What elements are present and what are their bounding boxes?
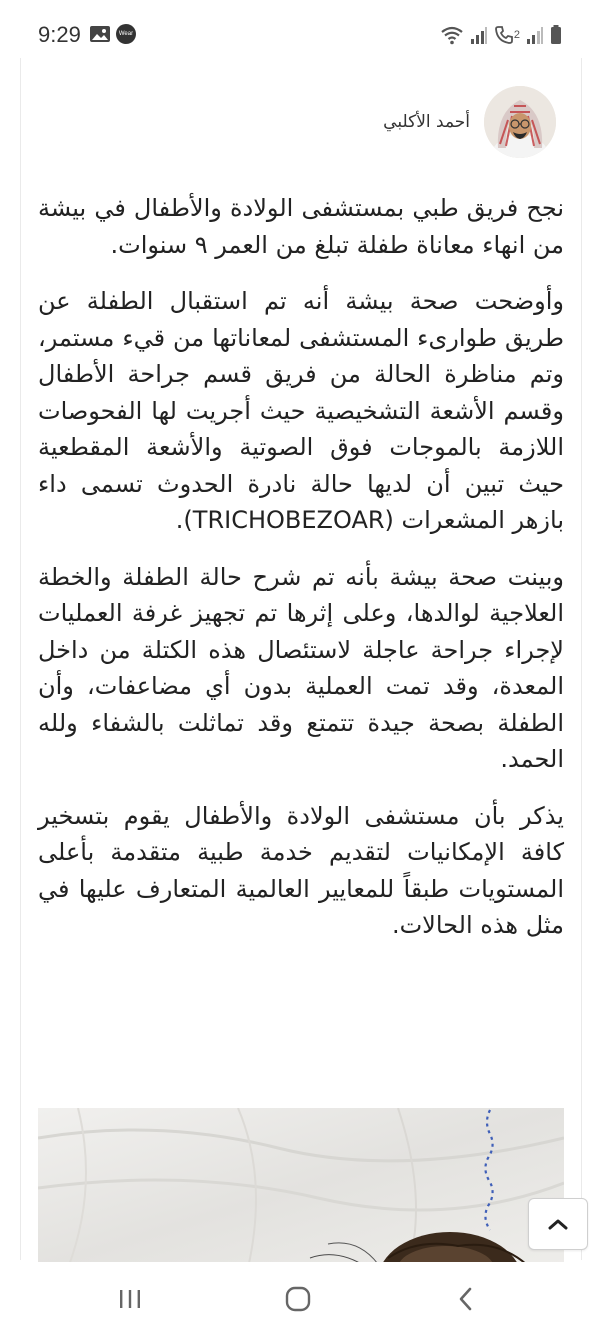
navigation-bar (0, 1262, 600, 1332)
wear-icon (116, 24, 136, 44)
signal-icon (526, 25, 544, 45)
back-icon (457, 1286, 475, 1312)
signal-icon (470, 25, 488, 45)
author-block[interactable] (383, 86, 556, 158)
article-body (38, 190, 564, 964)
sim-number: 2 (513, 29, 520, 41)
article-paragraph: يذكر بأن مستشفى الولادة والأطفال يقوم بتسخير كافة الإمكانيات لتقديم خدمة طبية متقدمة بأعلى المستويات طبقاً للمعايير العالمية المتعارف عليها في مثل هذه الحالات. (38, 801, 564, 939)
wear-label: Wear (118, 31, 134, 37)
wifi-icon (440, 25, 464, 45)
article-paragraph: وبينت صحة بيشة بأنه تم شرح حالة الطفلة والخطة العلاجية لوالدها، وعلى إثرها تم تجهيز غرفة العمليات لإجراء جراحة عاجلة لاستئصال هذه الكتلة من داخل المعدة، وقد تمت العملية بدون أي مضاعفات، وأن الطفلة بصحة جيدة تتمتع وقد تماثلت بالشفاء ولله الحمد. (38, 562, 564, 773)
home-button[interactable] (278, 1282, 318, 1316)
author-name[interactable]: أحمد الأكلبي (383, 112, 470, 132)
chevron-up-icon (547, 1217, 569, 1231)
author-photo (484, 86, 556, 158)
recent-apps-button[interactable] (110, 1282, 150, 1316)
home-icon (285, 1286, 311, 1312)
status-icons (440, 24, 562, 46)
gallery-icon (90, 26, 110, 42)
status-time: 9:29 (38, 22, 81, 47)
article-paragraph: وأوضحت صحة بيشة أنه تم استقبال الطفلة عن طريق طوارىء المستشفى لمعاناتها من قيء مستمر، وتم مناظرة الحالة من فريق قسم جراحة الأطفال وقسم الأشعة التشخيصية حيث أجريت لها الفحوصات اللازمة بالموجات فوق الصوتية والأشعة المقطعية حيث تبين أن لديها حالة نادرة الحدوث تسمى داء بازهر المشعرات (TRICHOBEZOAR). (38, 287, 564, 534)
scroll-top-button[interactable] (528, 1198, 588, 1250)
recent-apps-icon (117, 1288, 143, 1310)
surgical-specimen-image (38, 1108, 564, 1268)
article-paragraph: نجح فريق طبي بمستشفى الولادة والأطفال في بيشة من انهاء معاناة طفلة تبلغ من العمر ٩ سنوات. (38, 194, 564, 259)
call-icon (494, 25, 514, 45)
article-photo[interactable] (38, 1108, 564, 1268)
avatar[interactable] (484, 86, 556, 158)
back-button[interactable] (446, 1282, 486, 1316)
battery-icon (550, 25, 562, 45)
